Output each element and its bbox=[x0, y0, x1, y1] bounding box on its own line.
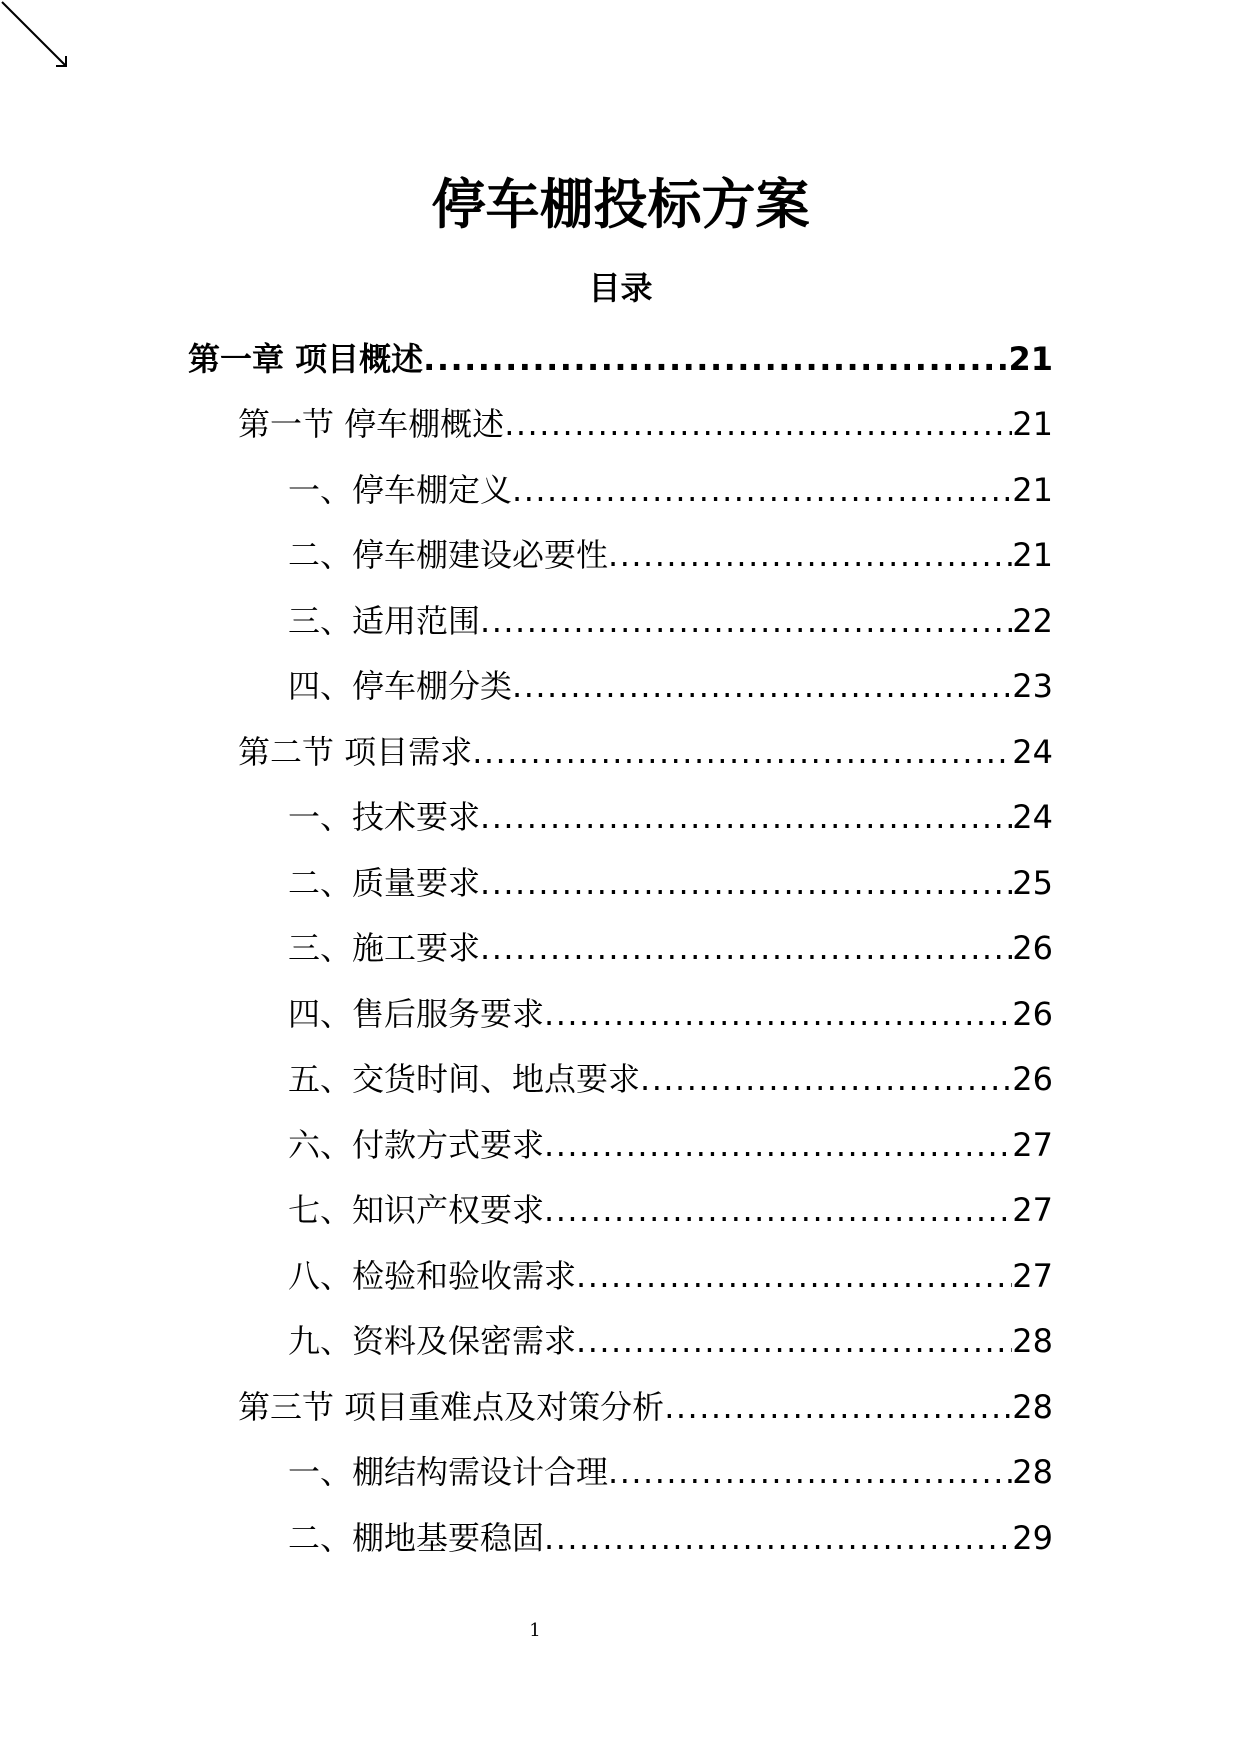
toc-entry-label: 第二节 项目需求 bbox=[238, 732, 473, 771]
toc-entry-label: 五、交货时间、地点要求 bbox=[288, 1060, 641, 1099]
toc-entry-page: 28 bbox=[1012, 1453, 1053, 1492]
toc-dot-leader bbox=[544, 1516, 1012, 1560]
corner-arrow-icon bbox=[0, 0, 80, 80]
toc-entry-page: 26 bbox=[1012, 994, 1053, 1033]
toc-dot-leader bbox=[664, 1385, 1012, 1429]
toc-entry-page: 28 bbox=[1012, 1387, 1053, 1426]
toc-heading: 目录 bbox=[588, 269, 653, 307]
toc-dot-leader bbox=[480, 926, 1012, 970]
toc-entry[interactable] bbox=[0, 1505, 1241, 1571]
toc-entry-page: 21 bbox=[1012, 536, 1053, 575]
table-of-contents bbox=[0, 326, 1241, 1571]
toc-entry-page: 21 bbox=[1012, 470, 1053, 509]
toc-entry-page: 26 bbox=[1012, 1060, 1053, 1099]
toc-entry[interactable] bbox=[0, 981, 1241, 1047]
toc-entry[interactable] bbox=[0, 1112, 1241, 1178]
toc-entry-label: 二、棚地基要稳固 bbox=[288, 1518, 545, 1557]
toc-entry-page: 25 bbox=[1012, 863, 1053, 902]
toc-entry-page: 27 bbox=[1012, 1191, 1053, 1230]
toc-entry-label: 第一章 项目概述 bbox=[188, 339, 424, 378]
toc-dot-leader bbox=[544, 992, 1012, 1036]
toc-entry-label: 四、售后服务要求 bbox=[288, 994, 545, 1033]
toc-entry[interactable] bbox=[0, 457, 1241, 523]
toc-entry[interactable] bbox=[0, 654, 1241, 720]
toc-entry-page: 23 bbox=[1012, 667, 1053, 706]
toc-entry[interactable] bbox=[0, 916, 1241, 982]
toc-entry-page: 24 bbox=[1012, 732, 1053, 771]
toc-entry[interactable] bbox=[0, 1047, 1241, 1113]
toc-entry-label: 第一节 停车棚概述 bbox=[238, 405, 505, 444]
toc-entry-page: 27 bbox=[1012, 1125, 1053, 1164]
toc-entry-label: 二、停车棚建设必要性 bbox=[288, 536, 609, 575]
toc-entry-label: 四、停车棚分类 bbox=[288, 667, 513, 706]
toc-entry-label: 九、资料及保密需求 bbox=[288, 1322, 577, 1361]
toc-dot-leader bbox=[423, 337, 1008, 381]
toc-entry-label: 一、棚结构需设计合理 bbox=[288, 1453, 609, 1492]
toc-entry-page: 21 bbox=[1012, 405, 1053, 444]
toc-entry[interactable] bbox=[0, 1309, 1241, 1375]
toc-entry-page: 28 bbox=[1012, 1322, 1053, 1361]
toc-dot-leader bbox=[480, 599, 1012, 643]
toc-entry-label: 第三节 项目重难点及对策分析 bbox=[238, 1387, 665, 1426]
toc-entry[interactable] bbox=[0, 588, 1241, 654]
toc-entry[interactable] bbox=[0, 523, 1241, 589]
toc-entry[interactable] bbox=[0, 1243, 1241, 1309]
toc-entry-page: 29 bbox=[1012, 1518, 1053, 1557]
toc-entry-page: 24 bbox=[1012, 798, 1053, 837]
toc-entry[interactable] bbox=[0, 719, 1241, 785]
toc-dot-leader bbox=[472, 730, 1012, 774]
toc-entry[interactable] bbox=[0, 850, 1241, 916]
toc-dot-leader bbox=[512, 664, 1012, 708]
toc-entry-label: 八、检验和验收需求 bbox=[288, 1256, 577, 1295]
toc-dot-leader bbox=[544, 1123, 1012, 1167]
toc-dot-leader bbox=[576, 1319, 1012, 1363]
toc-dot-leader bbox=[512, 468, 1012, 512]
toc-entry-page: 22 bbox=[1012, 601, 1053, 640]
toc-entry-label: 七、知识产权要求 bbox=[288, 1191, 545, 1230]
toc-entry-label: 三、适用范围 bbox=[288, 601, 481, 640]
toc-dot-leader bbox=[576, 1254, 1012, 1298]
toc-dot-leader bbox=[544, 1188, 1012, 1232]
toc-entry-page: 27 bbox=[1012, 1256, 1053, 1295]
toc-dot-leader bbox=[480, 861, 1012, 905]
toc-entry[interactable] bbox=[0, 1374, 1241, 1440]
toc-entry-label: 二、质量要求 bbox=[288, 863, 481, 902]
toc-entry-page: 21 bbox=[1008, 339, 1053, 378]
toc-entry-label: 一、停车棚定义 bbox=[288, 470, 513, 509]
toc-dot-leader bbox=[480, 795, 1012, 839]
toc-dot-leader bbox=[640, 1057, 1012, 1101]
page-number: 1 bbox=[529, 1620, 541, 1641]
toc-entry-label: 一、技术要求 bbox=[288, 798, 481, 837]
toc-entry-label: 三、施工要求 bbox=[288, 929, 481, 968]
toc-dot-leader bbox=[504, 402, 1012, 446]
toc-entry[interactable] bbox=[0, 785, 1241, 851]
toc-entry-page: 26 bbox=[1012, 929, 1053, 968]
toc-entry[interactable] bbox=[0, 1440, 1241, 1506]
document-title: 停车棚投标方案 bbox=[431, 173, 810, 236]
toc-entry[interactable] bbox=[0, 1178, 1241, 1244]
toc-entry[interactable] bbox=[0, 326, 1241, 392]
toc-entry-label: 六、付款方式要求 bbox=[288, 1125, 545, 1164]
toc-dot-leader bbox=[608, 1450, 1012, 1494]
toc-entry[interactable] bbox=[0, 392, 1241, 458]
toc-dot-leader bbox=[608, 533, 1012, 577]
